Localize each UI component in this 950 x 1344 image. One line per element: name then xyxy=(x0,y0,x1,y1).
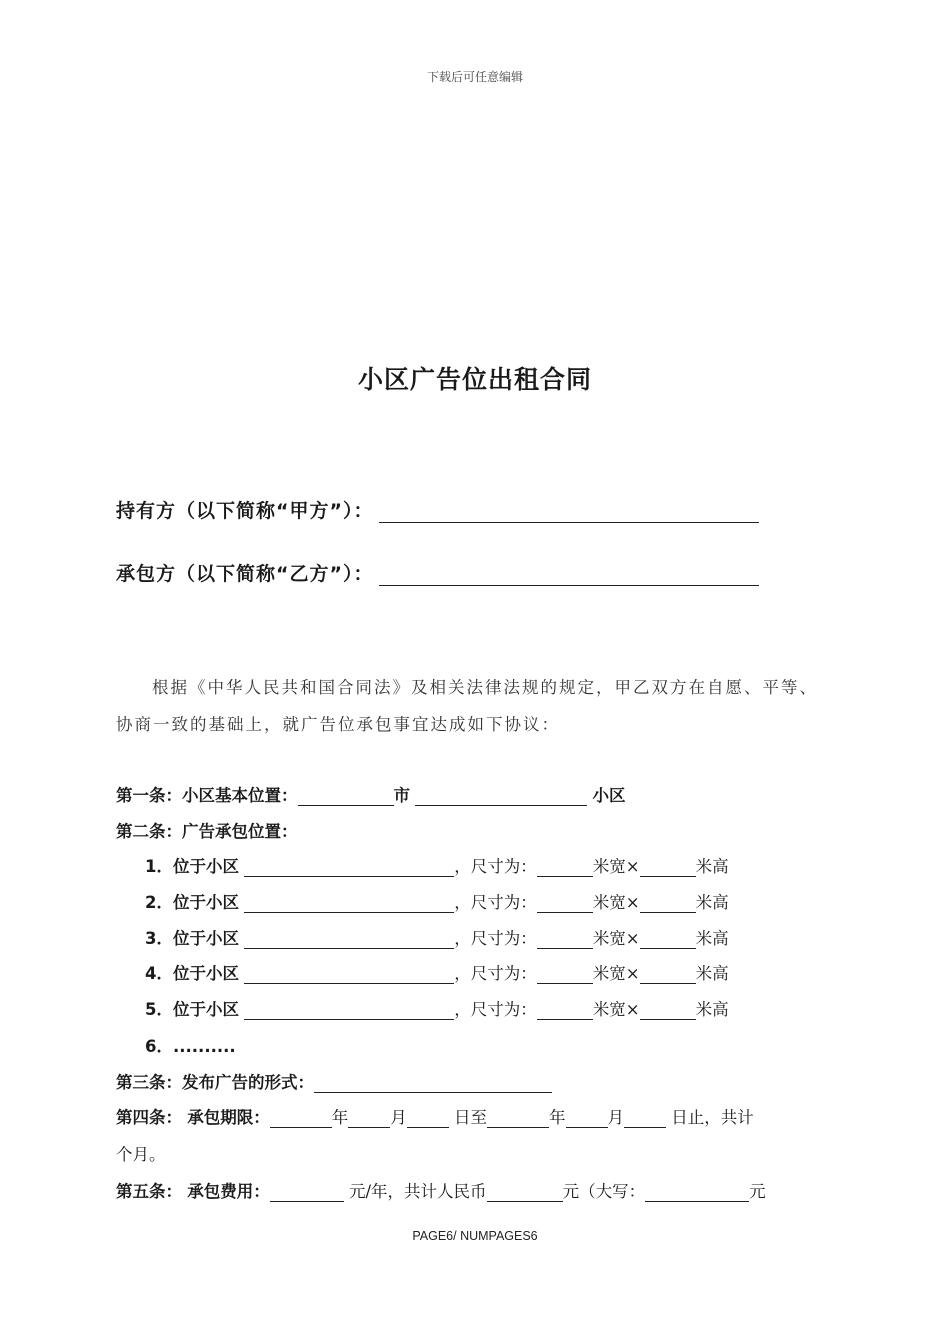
total-fee-blank[interactable] xyxy=(487,1184,563,1202)
party-b-row xyxy=(116,559,759,586)
end-year-blank[interactable] xyxy=(487,1110,549,1128)
position-6: 6．.......... xyxy=(145,1037,236,1056)
position-number: 4． xyxy=(145,964,173,983)
party-b-blank[interactable] xyxy=(379,565,759,586)
width-unit: 米宽× xyxy=(592,1000,640,1019)
position-3 xyxy=(145,925,729,949)
ad-form-blank[interactable] xyxy=(314,1075,552,1093)
position-blank[interactable] xyxy=(244,1002,454,1020)
position-number: 3． xyxy=(145,929,173,948)
size-label: ，尺寸为： xyxy=(454,929,537,948)
height-unit: 米高 xyxy=(695,893,729,912)
width-blank[interactable] xyxy=(537,859,593,877)
city-blank[interactable] xyxy=(298,788,394,806)
community-blank[interactable] xyxy=(415,788,587,806)
clause-5 xyxy=(116,1178,766,1202)
position-number: 5． xyxy=(145,1000,173,1019)
width-unit: 米宽× xyxy=(592,857,640,876)
clause-2-label: 第二条：广告承包位置： xyxy=(116,822,298,841)
start-day-blank[interactable] xyxy=(407,1110,449,1128)
width-unit: 米宽× xyxy=(592,964,640,983)
width-blank[interactable] xyxy=(537,966,593,984)
width-blank[interactable] xyxy=(537,895,593,913)
height-blank[interactable] xyxy=(640,895,696,913)
term-label: 承包期限： xyxy=(187,1108,270,1127)
caps-amount-blank[interactable] xyxy=(645,1184,749,1202)
size-label: ，尺寸为： xyxy=(454,1000,537,1019)
size-label: ，尺寸为： xyxy=(454,964,537,983)
start-month-blank[interactable] xyxy=(348,1110,390,1128)
clause-5-label: 第五条： xyxy=(116,1182,182,1201)
width-unit: 米宽× xyxy=(592,893,640,912)
width-blank[interactable] xyxy=(537,931,593,949)
position-blank[interactable] xyxy=(244,859,454,877)
position-blank[interactable] xyxy=(244,966,454,984)
position-number: 1． xyxy=(145,857,173,876)
height-blank[interactable] xyxy=(640,1002,696,1020)
height-unit: 米高 xyxy=(695,1000,729,1019)
width-blank[interactable] xyxy=(537,1002,593,1020)
position-2 xyxy=(145,889,729,913)
height-unit: 米高 xyxy=(695,857,729,876)
page-footer: PAGE6/ NUMPAGES6 xyxy=(412,1229,538,1243)
height-blank[interactable] xyxy=(640,859,696,877)
year-label: 年 xyxy=(331,1108,349,1127)
position-blank[interactable] xyxy=(244,895,454,913)
height-unit: 米高 xyxy=(695,964,729,983)
header-note: 下载后可任意编辑 xyxy=(426,70,523,84)
month-label: 月 xyxy=(390,1108,407,1127)
position-prefix: 位于小区 xyxy=(172,929,239,948)
position-number: 2． xyxy=(145,893,173,912)
clause-1 xyxy=(116,782,626,806)
position-1 xyxy=(145,853,729,877)
clause-3-label: 第三条：发布广告的形式： xyxy=(116,1073,314,1092)
city-label: 市 xyxy=(393,786,410,805)
size-label: ，尺寸为： xyxy=(454,857,537,876)
yuan-end-label: 元 xyxy=(749,1182,766,1201)
month-label: 月 xyxy=(607,1108,624,1127)
height-blank[interactable] xyxy=(640,931,696,949)
document-title: 小区广告位出租合同 xyxy=(357,365,592,394)
position-prefix: 位于小区 xyxy=(172,857,239,876)
position-blank[interactable] xyxy=(244,931,454,949)
end-month-blank[interactable] xyxy=(566,1110,608,1128)
day-end-label: 日止，共计 xyxy=(671,1108,754,1127)
height-unit: 米高 xyxy=(695,929,729,948)
position-prefix: 位于小区 xyxy=(172,1000,239,1019)
annual-fee-blank[interactable] xyxy=(270,1184,344,1202)
width-unit: 米宽× xyxy=(592,929,640,948)
party-a-label: 持有方（以下简称“甲方”）： xyxy=(116,500,374,522)
end-day-blank[interactable] xyxy=(624,1110,666,1128)
clause-4-line-2: 个月。 xyxy=(116,1145,166,1164)
per-year-label: 元/年，共计人民币 xyxy=(349,1182,487,1201)
position-4 xyxy=(145,960,729,984)
party-a-row xyxy=(116,496,759,523)
clause-1-label: 第一条：小区基本位置： xyxy=(116,786,298,805)
day-to-label: 日至 xyxy=(454,1108,487,1127)
intro-line-2: 协商一致的基础上，就广告位承包事宜达成如下协议： xyxy=(116,715,560,734)
position-prefix: 位于小区 xyxy=(172,893,239,912)
community-label: 小区 xyxy=(592,786,626,805)
yuan-caps-label: 元（大写： xyxy=(562,1182,646,1201)
position-5 xyxy=(145,996,729,1020)
fee-label: 承包费用： xyxy=(187,1182,270,1201)
clause-3 xyxy=(116,1069,552,1093)
position-prefix: 位于小区 xyxy=(172,964,239,983)
clause-4 xyxy=(116,1104,754,1128)
start-year-blank[interactable] xyxy=(270,1110,332,1128)
party-b-label: 承包方（以下简称“乙方”）： xyxy=(116,563,374,585)
size-label: ，尺寸为： xyxy=(454,893,537,912)
intro-line-1: 根据《中华人民共和国合同法》及相关法律法规的规定，甲乙双方在自愿、平等、 xyxy=(152,678,818,697)
clause-4-label: 第四条： xyxy=(116,1108,182,1127)
party-a-blank[interactable] xyxy=(379,502,759,523)
height-blank[interactable] xyxy=(640,966,696,984)
year-label: 年 xyxy=(549,1108,566,1127)
